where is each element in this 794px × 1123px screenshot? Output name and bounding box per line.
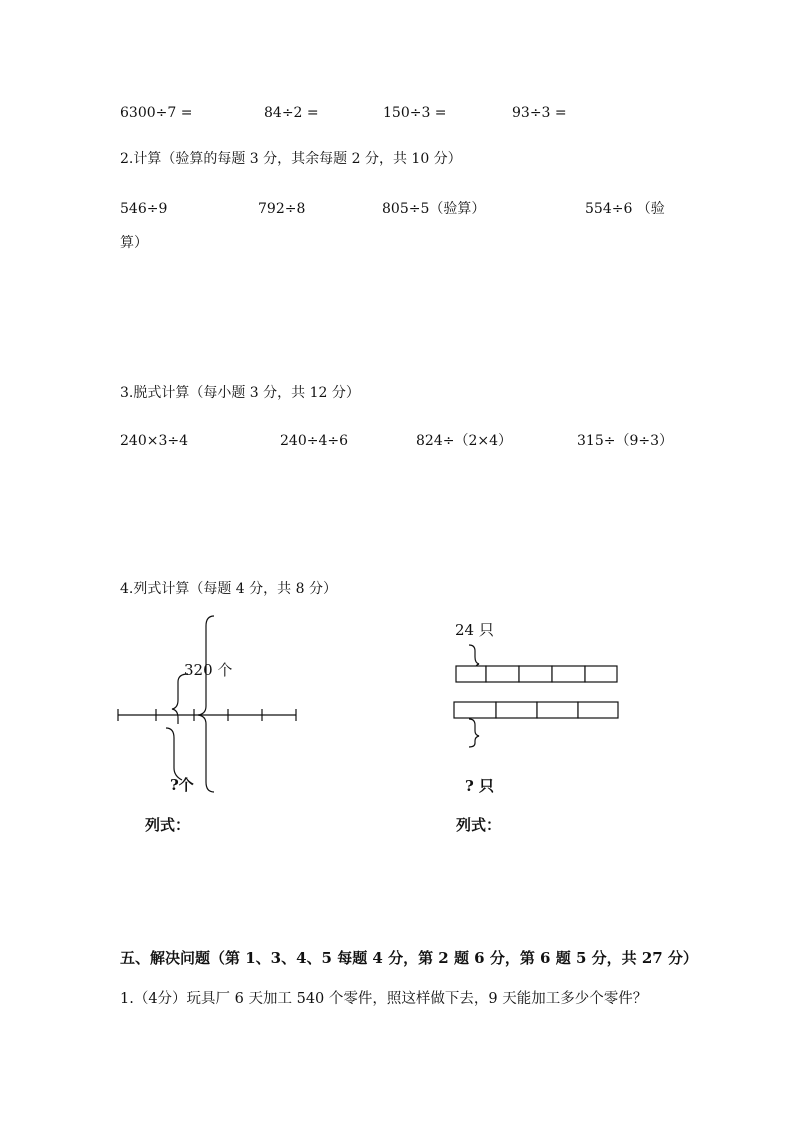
section3-item-4: 315÷（9÷3）: [577, 433, 673, 449]
section2-item-1: 546÷9: [120, 201, 168, 217]
left-formula-label: 列式：: [145, 816, 191, 834]
calc-item-3: 150÷3 =: [383, 105, 447, 121]
calc-item-1: 6300÷7 =: [120, 105, 193, 121]
section4-heading: 4.列式计算（每题 4 分，共 8 分）: [120, 581, 337, 597]
section2-item-4-wrap: 算）: [120, 235, 148, 251]
bottom-brace: [469, 719, 479, 747]
section5-heading: 五、解决问题（第 1、3、4、5 每题 4 分，第 2 题 6 分，第 6 题 5 分，共 27 分）: [120, 949, 698, 967]
calc-item-4: 93÷3 =: [512, 105, 567, 121]
number-line-diagram: [110, 612, 310, 802]
total-brace: [198, 616, 214, 792]
section3-heading: 3.脱式计算（每小题 3 分，共 12 分）: [120, 385, 360, 401]
bar-model-diagram: [445, 615, 645, 795]
calc-item-2: 84÷2 =: [264, 105, 319, 121]
section3-item-3: 824÷（2×4）: [416, 433, 512, 449]
lower-brace: [166, 728, 182, 780]
section2-item-4: 554÷6 （验: [585, 201, 665, 217]
section3-item-2: 240÷4÷6: [280, 433, 348, 449]
top-label-24: 24 只: [455, 621, 494, 639]
bar-row-1: [456, 666, 617, 682]
number-line: [118, 709, 296, 721]
section2-item-2: 792÷8: [258, 201, 306, 217]
top-label-320: 320 个: [184, 661, 233, 679]
bar-row-2: [454, 702, 618, 718]
bottom-label-question: ? 只: [465, 777, 495, 795]
section2-heading: 2.计算（验算的每题 3 分，其余每题 2 分，共 10 分）: [120, 151, 462, 167]
section2-item-3: 805÷5（验算）: [382, 201, 486, 217]
bottom-label-question: ?个: [170, 776, 194, 794]
right-formula-label: 列式：: [456, 816, 502, 834]
upper-brace: [172, 674, 188, 724]
section5-question-1: 1.（4分）玩具厂 6 天加工 540 个零件，照这样做下去，9 天能加工多少个零件？: [120, 991, 648, 1007]
section3-item-1: 240×3÷4: [120, 433, 188, 449]
